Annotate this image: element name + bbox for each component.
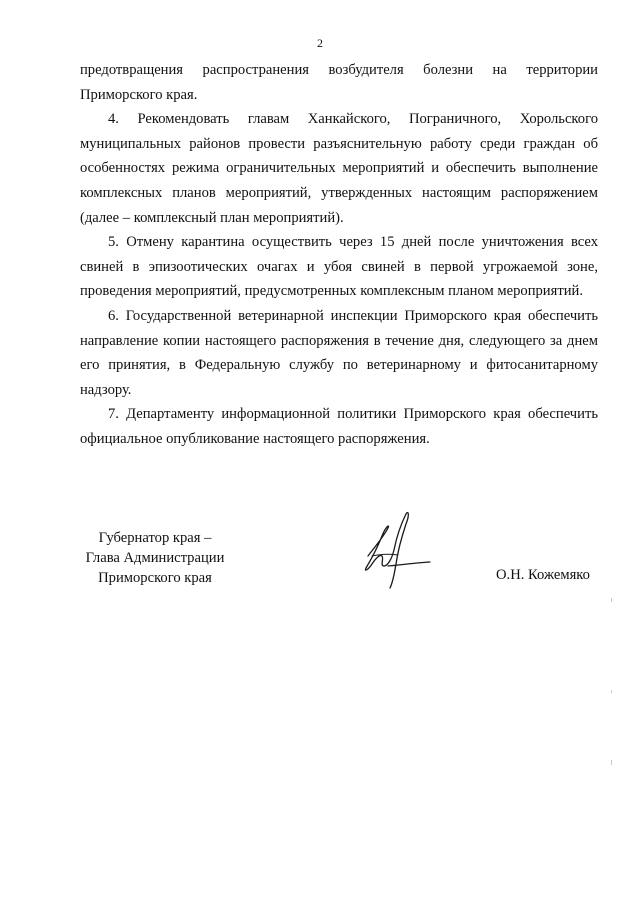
paragraph-item-7: 7. Департаменту информационной политики Приморского края обеспечить официальное опубликование настоящего распоряжения. <box>80 406 598 447</box>
signatory-title-line: Приморского края <box>98 570 212 586</box>
scan-margin-mark <box>611 690 612 693</box>
signature-block <box>0 528 640 598</box>
paragraph-item-4: 4. Рекомендовать главам Ханкайского, Пограничного, Хорольского муниципальных районов провести разъяснительную работу среди граждан об особенностях режима ограничительных мероприятий и обеспечить выполнение комплексных планов мероприятий, утвержденных настоящим распоряжением (далее – комплексный план мероприятий). <box>80 111 598 226</box>
scan-margin-mark <box>611 760 612 765</box>
signatory-title <box>70 528 240 588</box>
paragraph-item-6: 6. Государственной ветеринарной инспекции Приморского края обеспечить направление копии настоящего распоряжения в течение дня, следующего за днем его принятия, в Федеральную службу по ветеринарному и фитосанитарному надзору. <box>80 307 598 398</box>
paragraph-item-5: 5. Отмену карантина осуществить через 15 дней после уничтожения всех свиней в эпизоотических очагах и убоя свиней в первой угрожаемой зоне, проведения мероприятий, предусмотренных комплексным планом мероприятий. <box>80 234 598 300</box>
signatory-title-line: Глава Администрации <box>85 550 225 566</box>
page-number: 2 <box>317 36 323 50</box>
handwritten-signature <box>350 510 432 590</box>
paragraph-continuation: предотвращения распространения возбудителя болезни на территории Приморского края. <box>80 62 598 103</box>
document-body <box>80 58 598 452</box>
scan-margin-mark <box>611 598 612 602</box>
signatory-name: О.Н. Кожемяко <box>496 567 590 583</box>
signatory-title-line: Губернатор края – <box>98 530 212 546</box>
